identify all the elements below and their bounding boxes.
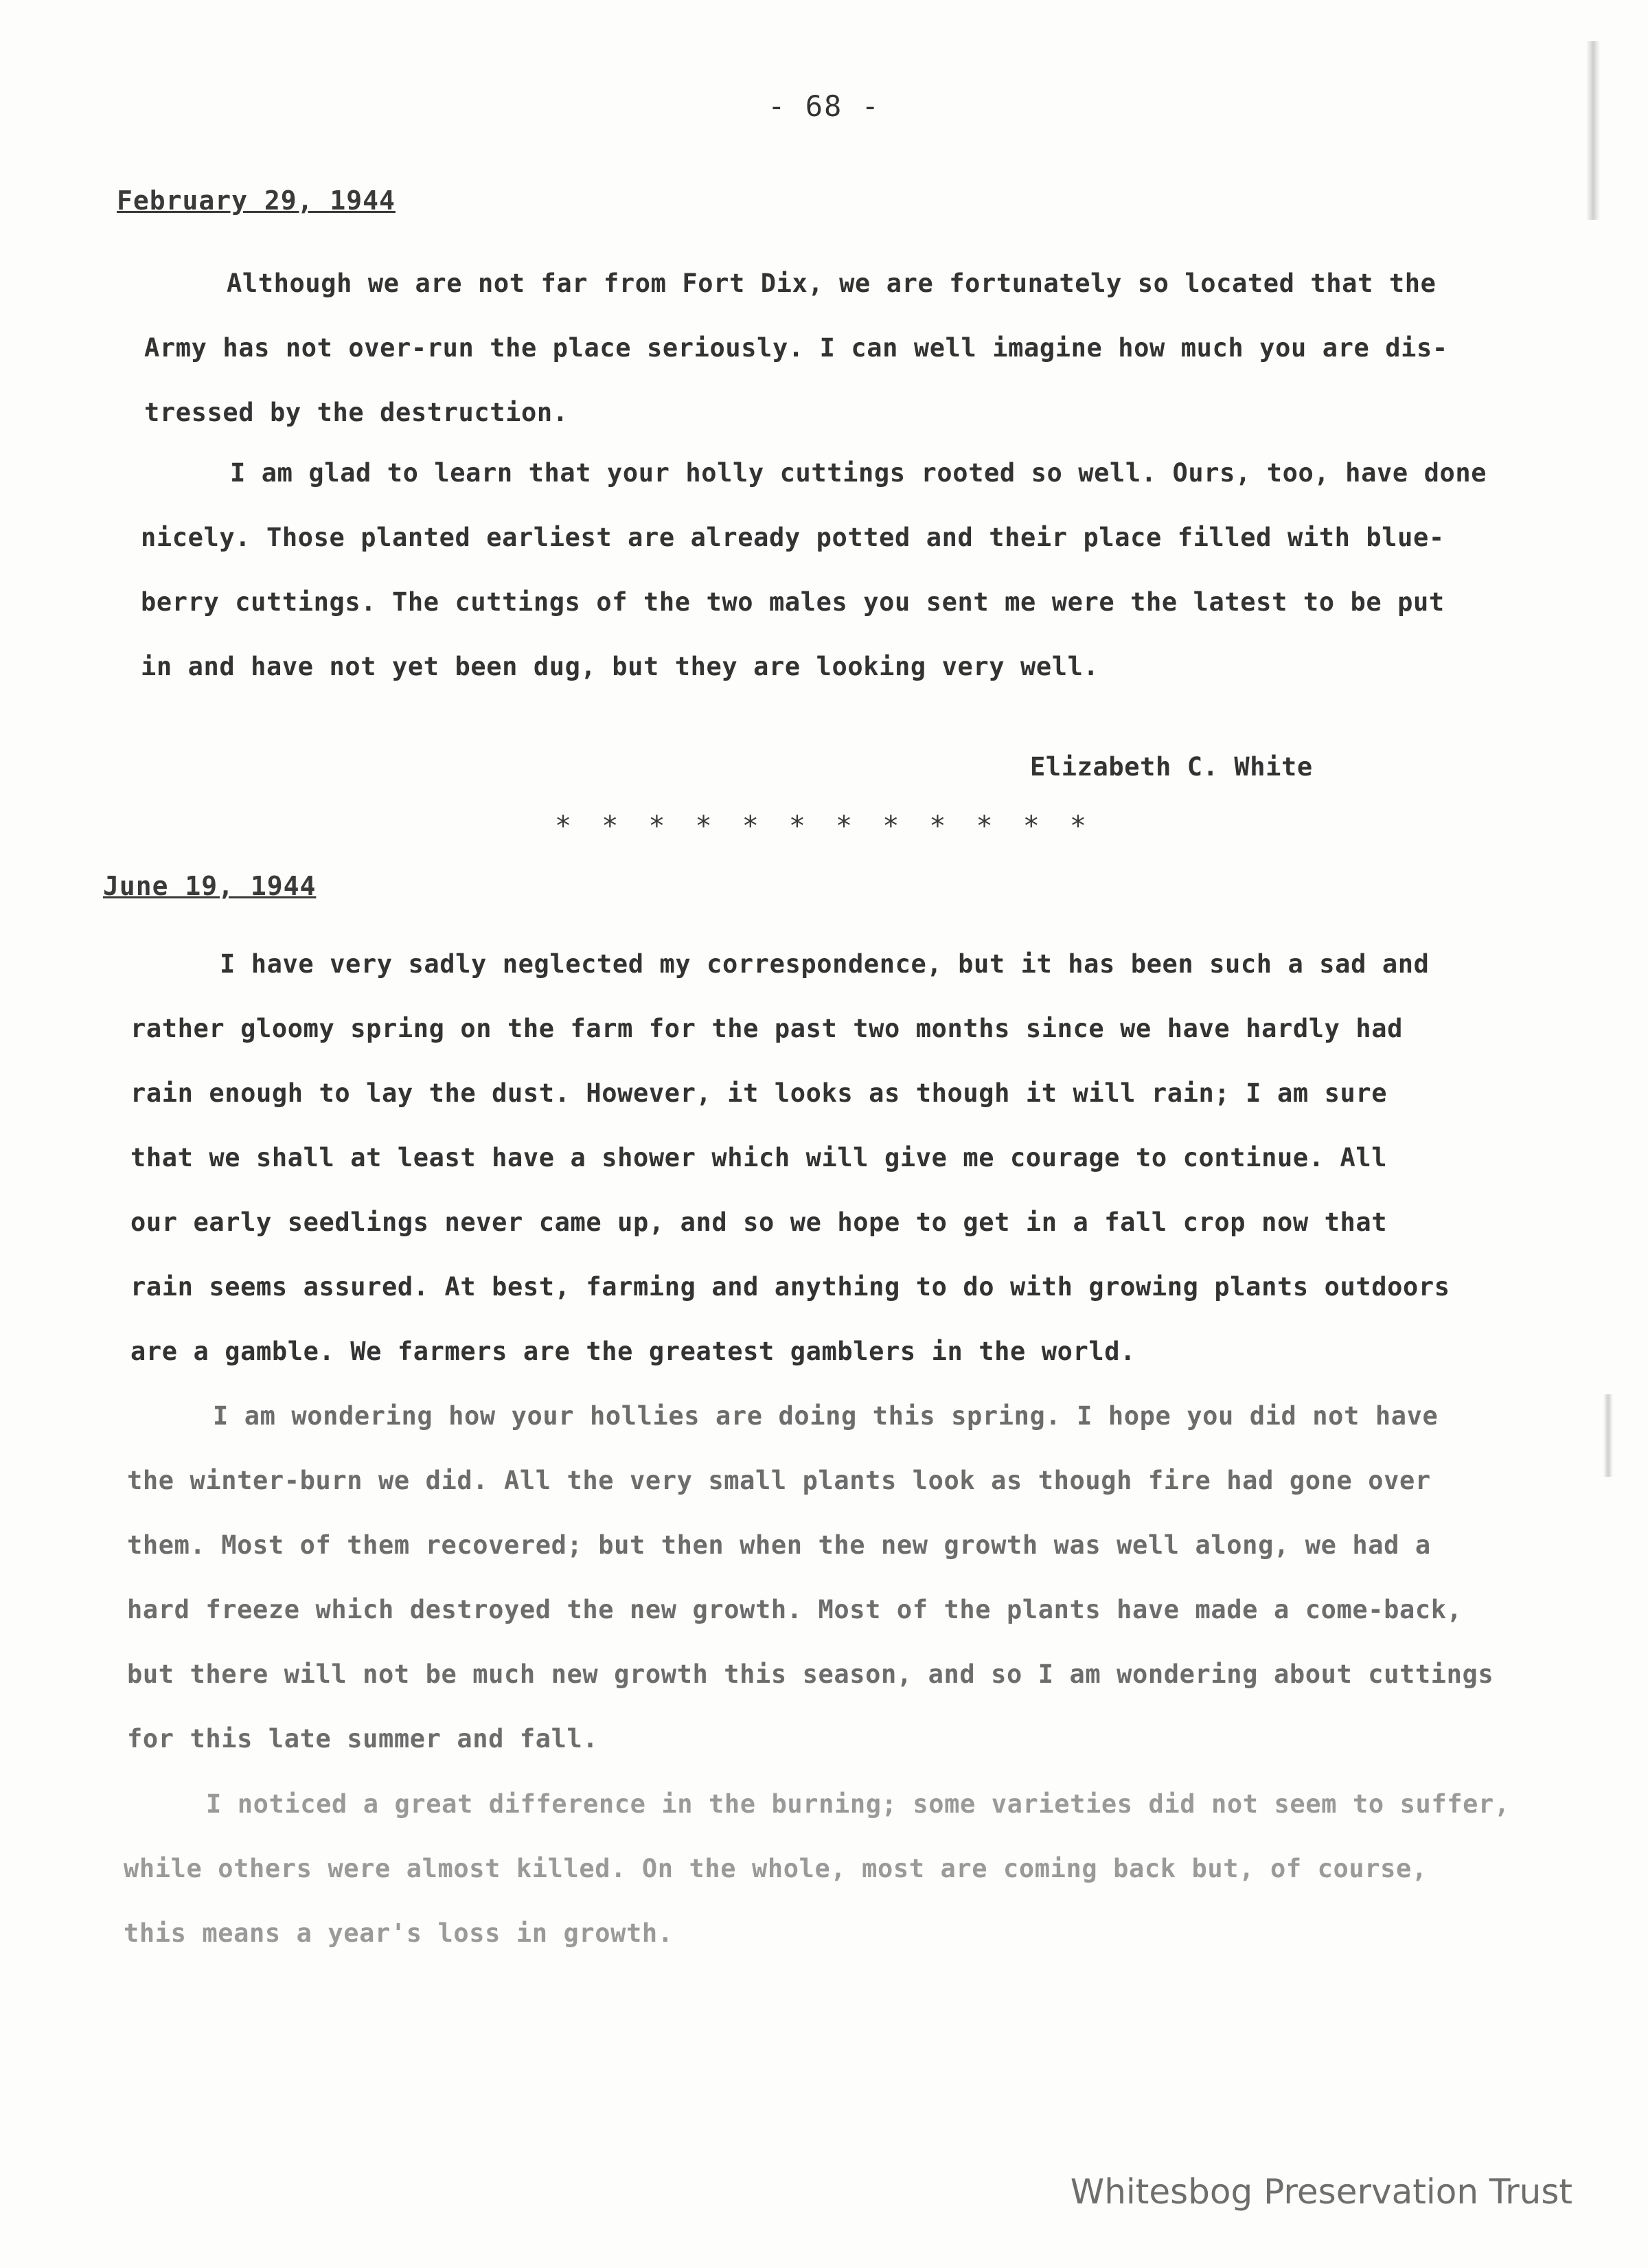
signature: Elizabeth C. White xyxy=(1030,752,1313,782)
text-line: our early seedlings never came up, and so we hope to get in a fall crop now that xyxy=(130,1207,1388,1237)
text-line: but there will not be much new growth this season, and so I am wondering about cuttings xyxy=(127,1659,1494,1689)
text-line: Army has not over-run the place seriously. I can well imagine how much you are dis- xyxy=(144,333,1448,363)
letter-paragraph xyxy=(144,251,1448,445)
text-line: the winter-burn we did. All the very small plants look as though fire had gone over xyxy=(127,1466,1431,1495)
scan-edge-shadow xyxy=(1603,1394,1613,1477)
text-line: this means a year's loss in growth. xyxy=(124,1918,674,1948)
watermark: Whitesbog Preservation Trust xyxy=(1070,2172,1572,2212)
letter-paragraph xyxy=(141,441,1487,699)
letter-date: February 29, 1944 xyxy=(117,185,396,216)
text-line: in and have not yet been dug, but they are looking very well. xyxy=(141,652,1099,681)
text-line: that we shall at least have a shower which will give me courage to continue. All xyxy=(130,1143,1388,1172)
text-line: Although we are not far from Fort Dix, we are fortunately so located that the xyxy=(227,269,1437,298)
text-line: tressed by the destruction. xyxy=(144,398,569,427)
text-line: rather gloomy spring on the farm for the past two months since we have hardly had xyxy=(130,1014,1403,1043)
scan-edge-shadow xyxy=(1586,41,1600,220)
text-line: I noticed a great difference in the burning; some varieties did not seem to suffer, xyxy=(206,1789,1510,1819)
text-line: I am wondering how your hollies are doing this spring. I hope you did not have xyxy=(213,1401,1439,1431)
letter-paragraph xyxy=(127,1384,1494,1771)
letter-paragraph xyxy=(124,1772,1510,1966)
text-line: for this late summer and fall. xyxy=(127,1724,599,1754)
page-number: - 68 - xyxy=(768,89,880,123)
text-line: rain enough to lay the dust. However, it looks as though it will rain; I am sure xyxy=(130,1078,1388,1108)
text-line: I have very sadly neglected my correspondence, but it has been such a sad and xyxy=(220,949,1430,979)
text-line: berry cuttings. The cuttings of the two males you sent me were the latest to be put xyxy=(141,587,1445,617)
text-line: while others were almost killed. On the whole, most are coming back but, of course, xyxy=(124,1854,1428,1883)
text-line: rain seems assured. At best, farming and anything to do with growing plants outdoors xyxy=(130,1272,1450,1302)
text-line: are a gamble. We farmers are the greatest gamblers in the world. xyxy=(130,1337,1136,1366)
text-line: them. Most of them recovered; but then when the new growth was well along, we had a xyxy=(127,1530,1431,1560)
text-line: I am glad to learn that your holly cuttings rooted so well. Ours, too, have done xyxy=(230,458,1487,488)
section-separator: * * * * * * * * * * * * xyxy=(555,810,1093,842)
text-line: nicely. Those planted earliest are already potted and their place filled with blue- xyxy=(141,523,1445,552)
text-line: hard freeze which destroyed the new growth. Most of the plants have made a come-back, xyxy=(127,1595,1463,1624)
letter-paragraph xyxy=(130,932,1450,1384)
letter-date: June 19, 1944 xyxy=(103,871,317,901)
